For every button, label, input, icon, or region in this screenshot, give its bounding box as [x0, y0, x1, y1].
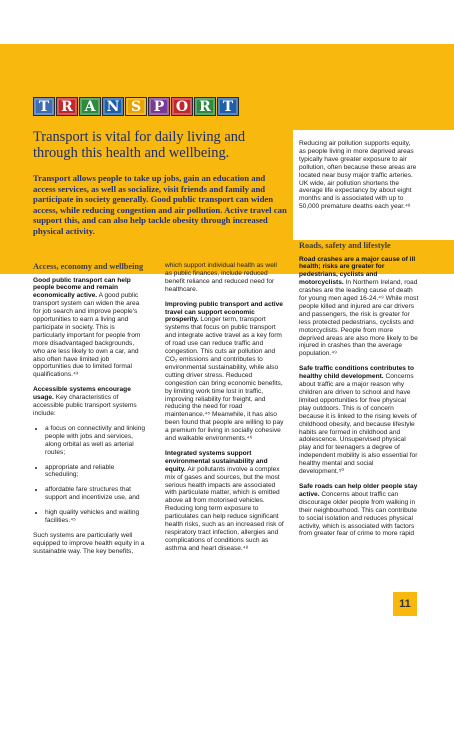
paragraph: Safe traffic conditions contributes to healthy child development. Concerns about traffic are a major reason why children are driven to school and have limited opportunities for free physical play outdoors. This is of concern because it is linked to the rising levels of childhood obesity, and because lifestyle habits are formed in childhood and adolescence. Unsupervised physical play and for teenagers a degree of independent mobility is also essential for healthy mental and social development.⁵⁰	[299, 365, 418, 476]
title-letter-block: R	[194, 97, 216, 116]
section-heading-access: Access, economy and wellbeing	[33, 262, 144, 271]
paragraph: Integrated systems support environmental sustainability and equity. Air pollutants involve a complex mix of gases and sources, but the most serious health impacts are associated with particulate matter, which is emitted above all from motorised vehicles. Reducing long term exposure to particulates can help reduce significant health risks, such as an increased risk of respiratory tract infection, allergies and complications of conditions such as asthma and heart disease.⁴⁸	[165, 449, 284, 552]
column-middle	[165, 262, 285, 560]
list-item: • affordable fare structures that support and incentivize use, and	[45, 486, 148, 502]
paragraph: Accessible systems encourage usage. Key characteristics of accessible public transport systems include:	[33, 386, 137, 417]
paragraph: Safe roads can help older people stay active. Concerns about traffic can discourage older people from walking in their neighbourhood. This can contribute to social isolation and reduces physical activity, which is associated with factors from greater fear of crime to more rapid	[299, 482, 418, 538]
title-letter-block: P	[148, 97, 170, 116]
list-item: • appropriate and reliable scheduling;	[45, 464, 148, 480]
list-item: • a focus on connectivity and linking people with jobs and services, along orbital as well as arterial routes;	[45, 425, 148, 457]
title-letter-block: N	[102, 97, 124, 116]
paragraph: Reducing air pollution supports equity, as people living in more deprived areas typically have greater exposure to air pollution, often because these areas are located near busy major traffic arteries. UK wide, air pollution shortens the average life expectancy by about eight months and is associated with up to 50,000 premature deaths each year.⁴⁸	[299, 140, 417, 211]
transport-title-blocks	[33, 97, 240, 116]
headline: Transport is vital for daily living and through this health and wellbeing.	[33, 129, 246, 161]
list-item: • high quality vehicles and waiting facilities.⁴⁵	[45, 509, 148, 525]
column-right-top	[299, 140, 419, 218]
bullet-list	[33, 425, 148, 525]
intro-paragraph: Transport allows people to take up jobs, gain an education and access services, as well as socialize, visit friends and family and participate in society generally. Good public transport can widen access, while reducing congestion and air pollution. Active travel can support this, and can also help tackle obesity through increased physical activity.	[33, 173, 287, 236]
title-letter-block: T	[33, 97, 55, 116]
title-letter-block: O	[171, 97, 193, 116]
title-letter-block: A	[79, 97, 101, 116]
title-letter-block: T	[217, 97, 239, 116]
paragraph: Such systems are particularly well equipped to improve health equity in a sustainable way. The key benefits,	[33, 531, 145, 555]
paragraph: which support individual health as well as public finances, include reduced benefit reliance and reduced need for healthcare.	[165, 262, 277, 293]
column-right	[299, 241, 419, 545]
title-letter-block: S	[125, 97, 147, 116]
paragraph: Good public transport can help people become and remain economically active. A good public transport system can widen the area for job search and improve people's opportunities to earn a living and participate in society. This is particularly important for people from more disadvantaged backgrounds, who are less likely to own a car, and also often have limited job opportunities due to limited formal qualifications.⁴³	[33, 276, 141, 379]
column-left	[33, 262, 148, 563]
title-letter-block: R	[56, 97, 78, 116]
section-heading-roads: Roads, safety and lifestyle	[299, 241, 391, 250]
paragraph: Road crashes are a major cause of ill health; risks are greater for pedestrians, cyclists and motorcyclists. In Northern Ireland, road crashes are the leading cause of death for young men aged 16-24.⁴⁹ While most people killed and injured are car drivers and passengers, the risk is greater for less protected pedestrians, cyclists and motorcyclists. People from more deprived areas are also more likely to be injured in crashes than the average population.⁴⁹	[299, 255, 419, 358]
page-number: 11	[393, 592, 417, 616]
paragraph: Improving public transport and active travel can support economic prosperity. Longer term, transport systems that focus on public transport and integrate active travel as a key form of road use can reduce traffic and congestion. This cuts air pollution and CO₂ emissions and contributes to environmental sustainability, while also cutting driver stress. Reduced congestion can bring economic benefits, by limiting work time lost in traffic, improving reliability for freight, and reducing the need for road maintenance.⁴⁵ Meanwhile, it has also been found that people are willing to pay a premium for living in socially cohesive and walkable environments.⁴⁶	[165, 300, 284, 443]
